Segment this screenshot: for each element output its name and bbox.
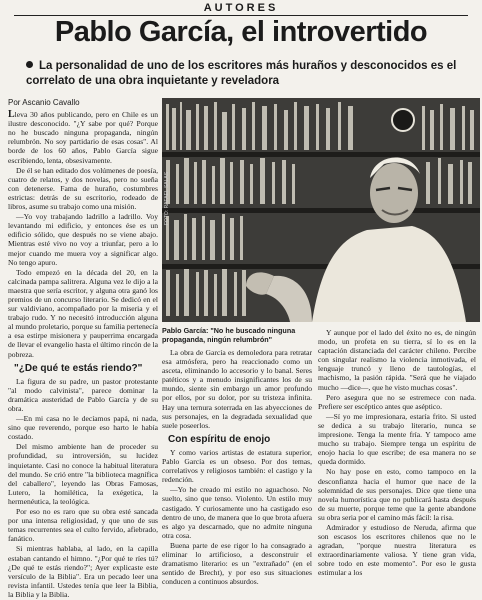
column-2 [162, 348, 312, 587]
paragraph: La obra de García es demoledora para retratar esa atmósfera, pero ha reaccionado como un asceta, eliminando lo accesorio y lo banal. Seres patéticos y a menudo insignificantes los de su mundo, siente sin embargo un amor profundo por ellos, por su dolor, por su tristeza infinita. Hay una ternura soterrada en las abyecciones de sus personajes, en la degradada sexualidad que suele poseerlos. [162, 348, 312, 430]
paragraph: No hay pose en esto, como tampoco en la desconfianza hacia el humor que nace de la solemnidad de sus personajes. Dice que tiene una novela humorística que no publicará hasta después de su muerte, porque teme que la gente abandone su obra seria por el camino más fácil: la risa. [318, 467, 476, 522]
column-3 [318, 328, 476, 579]
paragraph: Y aunque por el lado del éxito no es, de ningún modo, un profeta en su tierra, sí lo es en la captación distanciada del carácter chileno. Percibe con singular realismo la violencia inmotivada, el lenguaje truncó y lleno de tautologías, el machismo, la pasión rápida. "Será que he viajado mucho —dice—, que he visto muchas cosas". [318, 328, 476, 392]
subtitle: La personalidad de uno de los escritores más huraños y desconocidos es el correlato de una obra inquietante y reveladora [26, 60, 457, 87]
paragraph: Pero asegura que no se estremece con nada. Prefiere ser escéptico antes que aséptico. [318, 392, 476, 411]
photo-credit: FOTO: RAFAEL SALAS [164, 171, 170, 225]
headline: Pablo García, el introvertido [54, 16, 428, 48]
paragraph: Todo empezó en la década del 20, en la calcinada pampa salitrera. Alguna vez le dijo a la maestra que sería escritor, y alguna otra ganó los premios de un concurso literario. Se dedicó en el sur valdiviano, acompañado por la miseria y el trabajo rudo. Y no necesitó introducción alguna al mundo proletario, porque su familia pertenecía a esa estirpe misionera y pauperrima encargada de llevar el evangelio hasta el último rincón de la pobreza. [8, 267, 158, 359]
paragraph: Por eso no es raro que su obra esté sancada por una intensa religiosidad, y que uno de sus temas recurrentes sea el culto fervido, afiebrado, fanático. [8, 507, 158, 544]
paragraph: —Yo voy trabajando ladrillo a ladrillo. Voy levantando mi edificio, y entonces ése es un edificio sólido, que después no se viene abajo. Mientras esté vivo no voy a triunfar, pero a lo mejor cuando me muera voy a significar algo. No tengo apuro. [8, 212, 158, 267]
section-label: AUTORES [203, 2, 279, 14]
column-1 [8, 96, 158, 600]
paragraph: —Sí yo me impresionara, estaría frito. Si usted se dedica a su trabajo literario, nunca se impresione. Tenga la mente fría. Y tampoco ame mucho su trabajo. Siempre tenga un espíritu de enojo hacia lo que escribe; de esa manera no se queda dormido. [318, 411, 476, 467]
paragraph: —Yo he creado mi estilo no aguachoso. No suelto, sino que tenso. Violento. Un estilo muy castigado. Y curiosamente uno ha castigado eso dentro de uno, de manera que lo que brota afuera es algo ya descarnado, que no admite ninguna otra cosa. [162, 485, 312, 540]
paragraph: Del mismo ambiente han de proceder su profundidad, su introversión, su lucidez inquietante. Casi no conoce la habitual literatura del mundo. Se crió entre "la biblioteca magnífica del caballero", leyendo las Obras Famosas, Lutero, la homilética, la exégetica, la hermenéutica, la teológica. [8, 442, 158, 506]
paragraph: La figura de su padre, un pastor protestante "al modo calvinista", parece dominar la dramática austeridad de Pablo García y de su obra. [8, 376, 158, 413]
photo-caption: Pablo García: "No he buscado ninguna propaganda, ningún relumbrón" [162, 326, 296, 344]
subhead: "¿De qué te estás riendo?" [14, 362, 143, 374]
subtitle-block [26, 59, 472, 89]
paragraph: Buena parte de ese rigor lo ha consagrado a eliminar lo artificioso, a desconstruir el dramatismo literario: es un "extrañado" (en el sentido de Brecht), y por eso sus situaciones conducen a continuos absurdos. [162, 540, 312, 587]
paragraph: Si mientras hablaba, al lado, en la capilla estaban cantando el himno. "¿Por qué te ríes tú? ¿De qué te estás riendo?"; Ayer explicaste este versículo de la Biblia". Era un pecado leer una revista infantil. Ustedes tenía que leer la Biblia, la Biblia y la Biblia. [8, 544, 158, 599]
author-photo [162, 98, 480, 322]
paragraph: —En mi casa no le decíamos papá, ni nada, sino que reverendo, porque eso harto le había costado. [8, 414, 158, 442]
dropcap: L [8, 109, 15, 121]
bullet-icon [26, 61, 33, 68]
paragraph: Admirador y estudioso de Neruda, afirma que son escasos los escritores chilenos que no le agradan, "porque nuestra literatura es extraordinariamente valiosa. Y tiene gran vida, sobre todo en este momento". Por eso le gusta estimular a los [318, 522, 476, 578]
paragraph: Lleva 30 años publicando, pero en Chile es un ilustre desconocido. "¿Y sabe por qué? Porque no he buscado ninguna propaganda, ningún relumbrón. No soy partidario de esas cosas". Al borde de los 60 años, Pablo García sigue escribiendo, lenta, obsesivamente. [8, 109, 158, 165]
subhead: Con espíritu de enojo [168, 433, 271, 445]
paragraph: De él se han editado dos volúmenes de poesía, cuatro de relatos, y dos novelas, pero no sueña con detenerse. Fama de huraño, costumbres estrictas: detrás de su escritorio, rodeado de libros, asume su trabajo como una misión. [8, 165, 158, 212]
bookshelf-photo-illustration [162, 98, 480, 322]
byline: Por Ascanio Cavallo [8, 98, 80, 107]
paragraph: Y como varios artistas de estatura superior, Pablo García es un obseso. Por dos temas, correlativos y religiosos también: el castigo y la redención. [162, 447, 312, 485]
